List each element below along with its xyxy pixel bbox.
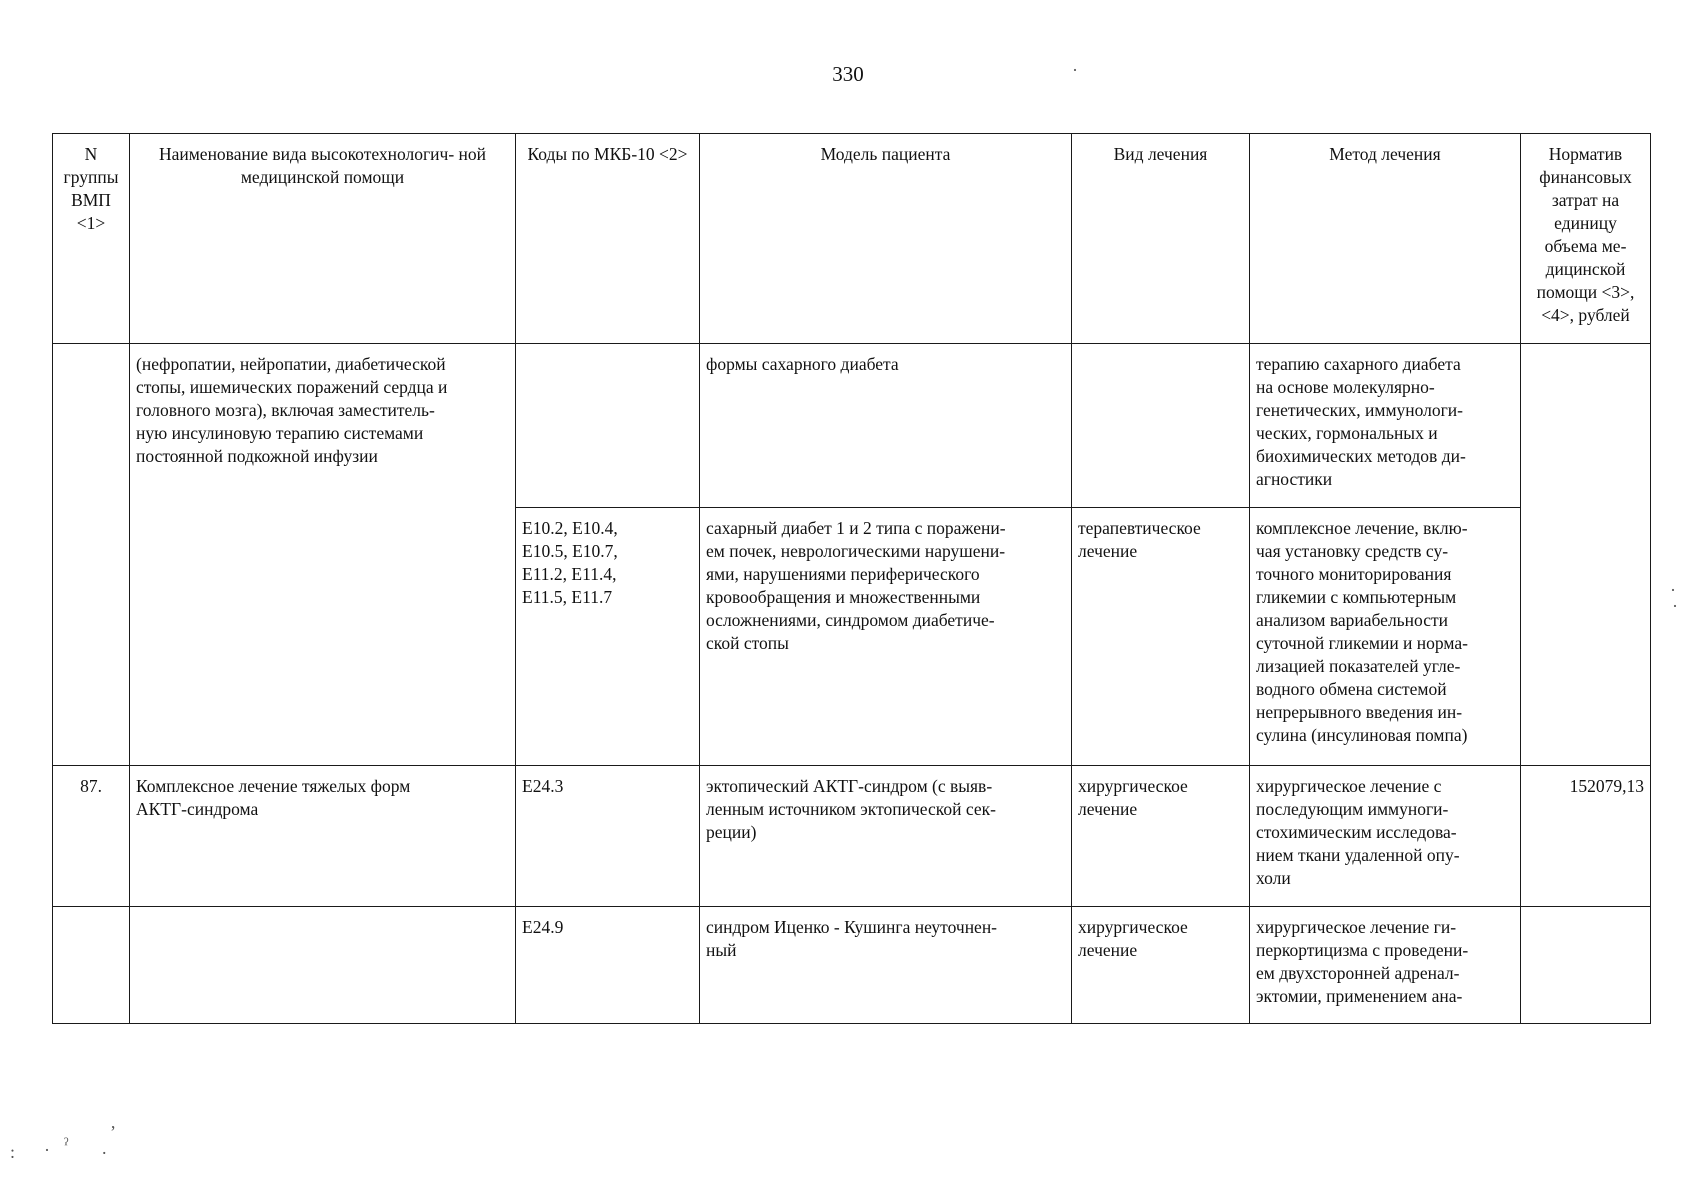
header-row bbox=[53, 134, 1651, 344]
treatment-type-cell: хирургическое лечение bbox=[1072, 907, 1250, 1024]
table-row bbox=[53, 766, 1651, 907]
treatment-type-cell bbox=[1072, 344, 1250, 508]
table-row bbox=[53, 907, 1651, 1024]
header-group-number: N группы ВМП <1> bbox=[53, 134, 130, 344]
scan-speck: . bbox=[102, 1138, 107, 1158]
scan-speck: · bbox=[1072, 60, 1078, 80]
header-patient-model: Модель пациента bbox=[700, 134, 1072, 344]
scan-speck: ˀ bbox=[64, 1134, 69, 1154]
cost-norm-cell: 152079,13 bbox=[1521, 766, 1651, 907]
group-number-cell bbox=[53, 907, 130, 1024]
icd-codes-cell: E10.2, E10.4, E10.5, E10.7, E11.2, E11.4, E11.5, E11.7 bbox=[516, 508, 700, 766]
header-icd-codes: Коды по МКБ-10 <2> bbox=[516, 134, 700, 344]
header-cost-norm: Норматив финансовых затрат на единицу объема ме- дицинской помощи <3>, <4>, рублей bbox=[1521, 134, 1651, 344]
treatment-method-cell: терапию сахарного диабета на основе молекулярно- генетических, иммунологи- ческих, гормональных и биохимических методов ди- агностики bbox=[1250, 344, 1521, 508]
treatment-type-cell: терапевтическое лечение bbox=[1072, 508, 1250, 766]
header-treatment-type: Вид лечения bbox=[1072, 134, 1250, 344]
cost-norm-cell bbox=[1521, 907, 1651, 1024]
patient-model-cell: формы сахарного диабета bbox=[700, 344, 1072, 508]
icd-codes-cell: E24.9 bbox=[516, 907, 700, 1024]
scan-speck: : bbox=[10, 1142, 16, 1162]
scan-speck: ʼ bbox=[110, 1122, 116, 1142]
care-type-cell: (нефропатии, нейропатии, диабетической стопы, ишемических поражений сердца и головного мозга), включая заместитель- ную инсулиновую терапию системами постоянной подкожной инфузии bbox=[130, 344, 516, 766]
treatment-method-cell: комплексное лечение, вклю- чая установку средств су- точного мониторирования гликемии с компьютерным анализом вариабельности суточной гликемии и норма- лизацией показателей угле- водного обмена системой непрерывного введения ин- сулина (инсулиновая помпа) bbox=[1250, 508, 1521, 766]
header-treatment-method: Метод лечения bbox=[1250, 134, 1521, 344]
cost-norm-cell bbox=[1521, 344, 1651, 766]
group-number-cell: 87. bbox=[53, 766, 130, 907]
patient-model-cell: эктопический АКТГ-синдром (с выяв- ленным источником эктопической сек- реции) bbox=[700, 766, 1072, 907]
scan-speck: · bbox=[44, 1140, 50, 1160]
care-type-cell: Комплексное лечение тяжелых форм АКТГ-синдрома bbox=[130, 766, 516, 907]
vmp-table bbox=[52, 133, 1651, 1024]
icd-codes-cell bbox=[516, 344, 700, 508]
header-care-type: Наименование вида высокотехнологич- ной медицинской помощи bbox=[130, 134, 516, 344]
care-type-cell bbox=[130, 907, 516, 1024]
patient-model-cell: синдром Иценко - Кушинга неуточнен- ный bbox=[700, 907, 1072, 1024]
table-row bbox=[53, 344, 1651, 508]
group-number-cell bbox=[53, 344, 130, 766]
scan-speck: · bbox=[1670, 580, 1676, 600]
scan-speck: · bbox=[1672, 596, 1678, 616]
icd-codes-cell: E24.3 bbox=[516, 766, 700, 907]
treatment-method-cell: хирургическое лечение ги- перкортицизма с проведени- ем двухсторонней адренал- эктомии, применением ана- bbox=[1250, 907, 1521, 1024]
patient-model-cell: сахарный диабет 1 и 2 типа с поражени- ем почек, неврологическими нарушени- ями, нарушениями периферического кровообращения и множественными осложнениями, синдромом диабетиче- ской стопы bbox=[700, 508, 1072, 766]
page-number: 330 bbox=[832, 62, 864, 86]
treatment-method-cell: хирургическое лечение с последующим иммуноги- стохимическим исследова- нием ткани удаленной опу- холи bbox=[1250, 766, 1521, 907]
treatment-type-cell: хирургическое лечение bbox=[1072, 766, 1250, 907]
